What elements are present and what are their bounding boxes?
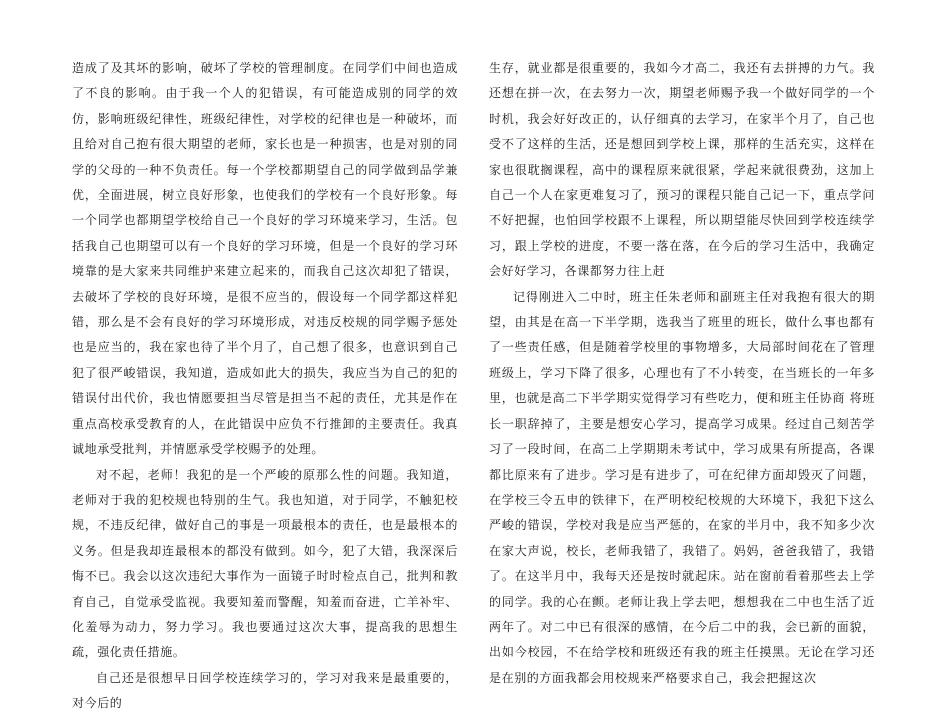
left-paragraph-3: 自己还是很想早日回学校连续学习的，学习对我来是最重要的，对今后的 — [72, 670, 458, 711]
right-paragraph-1: 生存，就业都是很重要的，我如今才高二，我还有去拼搏的力气。我还想在拼一次，在去努力一次，期望老师赐予我一个做好同学的一个时机，我会好好改正的，认仔细真的去学习，在家半个月了，自己也受不了这样的生活，还是想回到学校上课，那样的生活充实，这样在家也很耽搁课程，高中的课程原来就很紧，学起来就很费劲，这加上自己一个人在家更难复习了，预习的课程只能自己记一下，重点学问不好把握，也怕回学校跟不上课程，所以期望能尽快回到学校连续学习，跟上学校的进度，不要一落在落，在今后的学习生活中，我确定会好好学习，各课都努力往上赶 — [489, 61, 875, 279]
left-paragraph-2: 对不起，老师！我犯的是一个严峻的原那么性的问题。我知道，老师对于我的犯校规也特别的生气。我也知道，对于同学，不触犯校规，不违反纪律，做好自己的事是一项最根本的责任，也是最根本的义务。但是我却连最根本的都没有做到。如今，犯了大错，我深深后悔不已。我会以这次违纪大事作为一面镜子时时检点自己，批判和教育自己，自觉承受监视。我要知羞而警醒，知羞而奋进，亡羊补牢、化羞辱为动力，努力学习。我也要通过这次大事，提高我的思想生疏，强化责任措施。 — [72, 467, 458, 660]
right-paragraph-2: 记得刚进入二中时，班主任朱老师和副班主任对我抱有很大的期望，由其是在高一下半学期，选我当了班里的班长，做什么事也都有了一些责任感，但是随着学校里的事物增多，大局部时间花在了管理班级上，学习下降了很多，心理也有了不小转变，在当班长的一年多里，也就是高二下半学期实觉得学习有些吃力，便和班主任协商 将班长一职辞掉了，主要是想安心学习，提高学习成果。经过自己刻苦学习了一段时间，在高二上学期期未考试中，学习成果有所提高，各课都比原来有了进步。学习是有进步了，可在纪律方面却毁灭了问题，在学校三令五申的铁律下，在严明校纪校规的大环境下，我犯下这么严峻的错误，学校对我是应当严惩的，在家的半月中，我不知多少次在家大声说，校长，老师我错了，我错了。妈妈，爸爸我错了，我错了。在这半月中，我每天还是按时就起床。站在窗前看着那些去上学的同学。我的心在颤。老师让我上学去吧，想想我在二中也生活了近两年了。对二中已有很深的感情，在今后二中的我，会已新的面貌，出如今校园，不在给学校和班级还有我的班主任摸黑。无论在学习还是在别的方面我都会用校规来严格要求自己，我会把握这次 — [489, 289, 875, 685]
left-paragraph-1: 造成了及其坏的影响，破坏了学校的管理制度。在同学们中间也造成了不良的影响。由于我一个人的犯错误，有可能造成别的同学的效仿，影响班级纪律性，班级纪律性，对学校的纪律也是一种破坏，而且给对自己抱有很大期望的老师，家长也是一种损害，也是对别的同学的父母的一种不负责任。每一个学校都期望自己的同学做到品学兼优，全面进展，树立良好形象，也使我们的学校有一个良好形象。每一个同学也都期望学校给自己一个良好的学习环境来学习，生活。包括我自己也期望可以有一个良好的学习环境，但是一个良好的学习环境靠的是大家来共同维护来建立起来的，而我自己这次却犯了错误，去破坏了学校的良好环境，是很不应当的，假设每一个同学都这样犯错，那么是不会有良好的学习环境形成，对违反校规的同学赐予惩处也是应当的，我在家也待了半个月了，自己想了很多，也意识到自己犯了很严峻错误，我知道，造成如此大的损失，我应当为自己的犯的错误付出代价，我也情愿要担当尽管是担当不起的责任，尤其是作在重点高校承受教育的人，在此错误中应负不行推卸的主要责任。我真诚地承受批判，并情愿承受学校赐予的处理。 — [72, 61, 458, 457]
right-column — [489, 56, 875, 691]
left-column — [72, 56, 458, 717]
